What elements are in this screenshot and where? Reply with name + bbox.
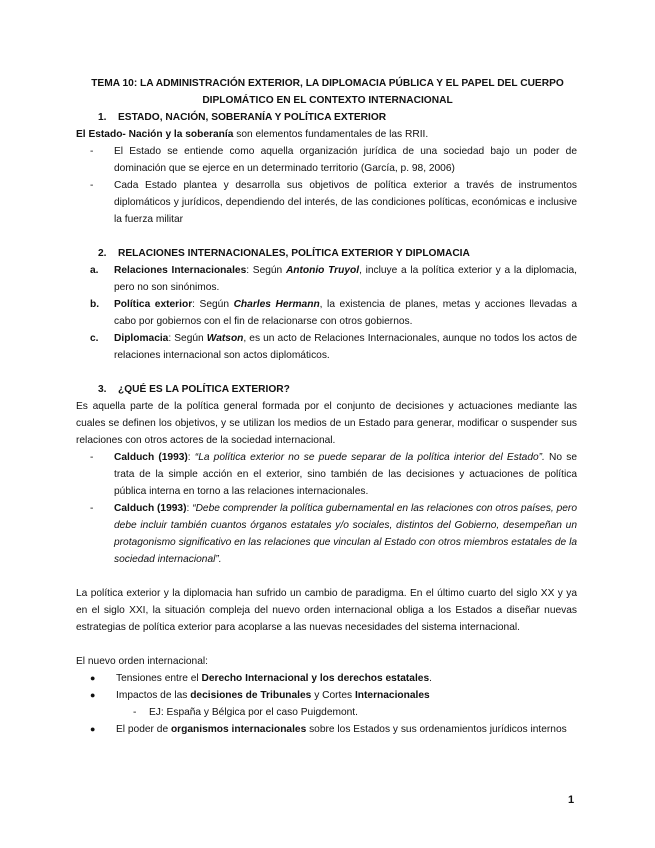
- item-b-mid: : Según: [192, 299, 234, 310]
- item-c-author: Watson: [206, 333, 244, 344]
- item-a-term: Relaciones Internacionales: [114, 265, 247, 276]
- item-c-marker: c.: [90, 333, 99, 344]
- section-1-title: ESTADO, NACIÓN, SOBERANÍA Y POLÍTICA EXTERIOR: [118, 112, 387, 123]
- item-b-term: Política exterior: [114, 299, 193, 310]
- new-order-label: El nuevo orden internacional:: [76, 656, 208, 667]
- item-a-marker: a.: [90, 265, 99, 276]
- paradigm-paragraph: La política exterior y la diplomacia han sufrido un cambio de paradigma. En el último cuarto del siglo XX y ya en el siglo XXI, la situación compleja del nuevo orden internacional obliga a los Estados a diseñar nuevas estrategias de política exterior para acoplarse a las nuevas necesidades del sistema internacional.: [76, 588, 577, 633]
- section-2-item-a: [78, 262, 577, 296]
- item-c-rest: , es un acto de Relaciones Internacionales, aunque no todos los actos de relaciones internacional son actos diplomáticos.: [114, 333, 577, 361]
- dash-text: El Estado se entiende como aquella organización jurídica de una sociedad bajo un poder de dominación que se ejerce en un determinado territorio (García, p. 98, 2006): [114, 146, 577, 174]
- item-a-rest: , incluye a la política exterior y a la diplomacia, pero no son sinónimos.: [114, 265, 578, 293]
- bullet-marker: ●: [90, 724, 96, 734]
- title-line-1: TEMA 10: LA ADMINISTRACIÓN EXTERIOR, LA DIPLOMACIA PÚBLICA Y EL PAPEL DEL CUERPO: [91, 78, 564, 89]
- intro-bold: El Estado- Nación y la soberanía: [76, 129, 234, 140]
- item-c-term: Diplomacia: [114, 333, 169, 344]
- title-line-2: DIPLOMÁTICO EN EL CONTEXTO INTERNACIONAL: [202, 94, 453, 106]
- sub-item-text: EJ: España y Bélgica por el caso Puigdemont.: [149, 707, 358, 718]
- bullet-1-bold: Derecho Internacional y los derechos estatales: [201, 673, 430, 684]
- bullet-marker: ●: [90, 690, 96, 700]
- page-number: 1: [568, 794, 575, 806]
- dash-marker: -: [90, 503, 94, 514]
- document-title: [78, 76, 577, 109]
- item-b-marker: b.: [90, 299, 100, 310]
- bullet-1-pre: Tensiones entre el: [116, 673, 202, 684]
- sub-dash-marker: -: [133, 707, 137, 718]
- section-3-dash-2: [78, 500, 577, 568]
- section-1-heading: [78, 109, 577, 126]
- new-order-bullet-2: [78, 687, 577, 704]
- bullet-3-post: sobre los Estados y sus ordenamientos jurídicos internos: [306, 724, 567, 735]
- dash-marker: -: [90, 180, 94, 191]
- quote-2-text: “Debe comprender la política gubernamental en las relaciones con otros países, pero debe incluir también cuantos órganos estatales y/o sociales, distintos del Gobierno, desempeñan un protagonismo significativo en las relaciones que vinculan al Estado con otros miembros estatales de la sociedad internacional”.: [114, 503, 577, 565]
- section-3-dash-1: [78, 449, 577, 500]
- section-2-heading: [78, 245, 577, 262]
- item-b-rest: , la existencia de planes, metas y acciones llevadas a cabo por gobiernos con el fin de relacionarse con otros gobiernos.: [114, 299, 577, 327]
- item-a-mid: : Según: [246, 265, 286, 276]
- dash-marker: -: [90, 452, 94, 463]
- section-1-dash-2: [78, 177, 577, 228]
- new-order-bullet-1: [78, 670, 577, 687]
- quote-2-author: Calduch (1993): [114, 503, 187, 514]
- quote-1-author: Calduch (1993): [114, 452, 188, 463]
- section-2-item-c: [78, 330, 577, 364]
- quote-2-colon: :: [186, 503, 193, 514]
- bullet-2-bold-2: Internacionales: [354, 690, 430, 701]
- item-b-author: Charles Hermann: [233, 299, 320, 310]
- quote-1-text: “La política exterior no se puede separar de la política interior del Estado”.: [194, 452, 545, 463]
- bullet-3-pre: El poder de: [116, 724, 171, 735]
- bullet-2-mid: y Cortes: [311, 690, 355, 701]
- section-1-number: 1.: [98, 112, 107, 123]
- section-3-number: 3.: [98, 384, 107, 395]
- quote-1-rest: No se trata de la simple acción en el exterior, sino también de las decisiones y actuaciones de política pública interna en torno a las relaciones internacionales.: [114, 452, 577, 497]
- quote-1-colon: :: [187, 452, 195, 463]
- new-order-bullet-3: [78, 721, 577, 738]
- item-c-mid: : Según: [168, 333, 207, 344]
- bullet-1-post: .: [429, 673, 432, 684]
- document-page: [78, 76, 577, 738]
- section-1-dash-1: [78, 143, 577, 177]
- intro-rest: son elementos fundamentales de las RRII.: [233, 129, 429, 140]
- dash-text: Cada Estado plantea y desarrolla sus objetivos de política exterior a través de instrumentos diplomáticos y jurídicos, dependiendo del interés, de las condiciones políticas, económicas e inclusive la fuerza militar: [114, 180, 577, 225]
- dash-marker: -: [90, 146, 94, 157]
- new-order-sub-item: [78, 704, 577, 721]
- section-2-item-b: [78, 296, 577, 330]
- section-3-heading: [78, 381, 577, 398]
- section-2-number: 2.: [98, 248, 107, 259]
- bullet-2-pre: Impactos de las: [116, 690, 191, 701]
- section-2-title: RELACIONES INTERNACIONALES, POLÍTICA EXTERIOR Y DIPLOMACIA: [118, 248, 470, 259]
- bullet-3-bold: organismos internacionales: [170, 724, 307, 735]
- item-a-author: Antonio Truyol: [285, 265, 360, 276]
- section-3-intro: Es aquella parte de la política general formada por el conjunto de decisiones y actuaciones mediante las cuales se definen los objetivos, y se utilizan los medios de un Estado para generar, modificar o suspender sus relaciones con otros actores de la sociedad internacional.: [76, 401, 577, 446]
- section-3-title: ¿QUÉ ES LA POLÍTICA EXTERIOR?: [118, 384, 290, 395]
- bullet-marker: ●: [90, 673, 96, 683]
- bullet-2-bold: decisiones de Tribunales: [190, 690, 312, 701]
- section-1-intro: [76, 126, 577, 143]
